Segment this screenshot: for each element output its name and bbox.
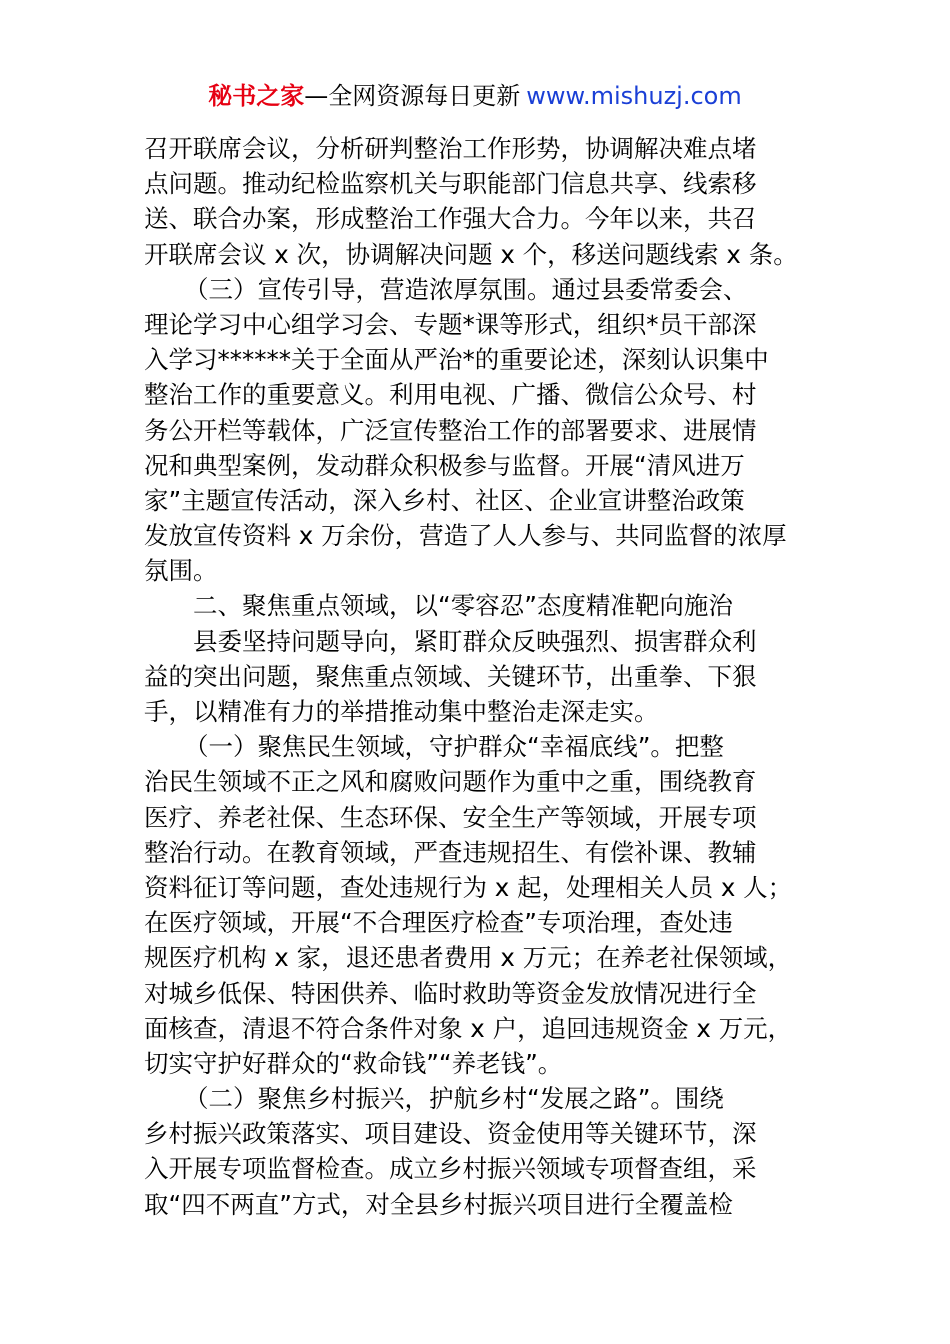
text-line: 资料征订等问题，查处违规行为 x 起，处理相关人员 x 人； bbox=[144, 872, 793, 902]
text-line: 整治工作的重要意义。利用电视、广播、微信公众号、村 bbox=[144, 380, 757, 410]
text-line: 发放宣传资料 x 万余份，营造了人人参与、共同监督的浓厚 bbox=[144, 521, 787, 551]
text-line: 理论学习中心组学习会、专题*课等形式，组织*员干部深 bbox=[144, 309, 757, 339]
site-header bbox=[0, 78, 950, 114]
paragraph-start-line: （二）聚焦乡村振兴，护航乡村“发展之路”。围绕 bbox=[184, 1084, 724, 1114]
text-line: 医疗、养老社保、生态环保、安全生产等领域，开展专项 bbox=[144, 802, 757, 832]
text-line: 送、联合办案，形成整治工作强大合力。今年以来，共召 bbox=[144, 204, 757, 234]
site-url-link[interactable]: www.mishuzj.com bbox=[526, 82, 742, 110]
text-line: 召开联席会议，分析研判整治工作形势，协调解决难点堵 bbox=[144, 134, 757, 163]
text-line: 开联席会议 x 次，协调解决问题 x 个，移送问题线索 x 条。 bbox=[144, 239, 798, 269]
text-line: 家”主题宣传活动，深入乡村、社区、企业宣讲整治政策 bbox=[144, 485, 745, 515]
text-line: 整治行动。在教育领域，严查违规招生、有偿补课、教辅 bbox=[144, 837, 757, 867]
brand-name: 秘书之家 bbox=[208, 82, 305, 110]
document-body bbox=[144, 131, 810, 1222]
paragraph-start-line: （一）聚焦民生领域，守护群众“幸福底线”。把整 bbox=[184, 732, 724, 762]
header-tagline: —全网资源每日更新 bbox=[304, 82, 521, 110]
paragraph-start-line: （三）宣传引导，营造浓厚氛围。通过县委常委会、 bbox=[184, 274, 748, 304]
text-line: 手，以精准有力的举措推动集中整治走深走实。 bbox=[144, 697, 659, 726]
text-line: 对城乡低保、特困供养、临时救助等资金发放情况进行全 bbox=[144, 978, 757, 1008]
text-line: 治民生领域不正之风和腐败问题作为重中之重，围绕教育 bbox=[144, 767, 757, 797]
text-line: 入开展专项监督检查。成立乡村振兴领域专项督查组，采 bbox=[144, 1154, 757, 1184]
text-line: 切实守护好群众的“救命钱”“养老钱”。 bbox=[144, 1048, 563, 1078]
paragraph-start-line: 县委坚持问题导向，紧盯群众反映强烈、损害群众利 bbox=[193, 626, 757, 656]
text-line: 规医疗机构 x 家，退还患者费用 x 万元；在养老社保领域， bbox=[144, 943, 793, 973]
text-line: 务公开栏等载体，广泛宣传整治工作的部署要求、进展情 bbox=[144, 415, 757, 445]
text-line: 况和典型案例，发动群众积极参与监督。开展“清风进万 bbox=[144, 450, 745, 480]
text-line: 在医疗领域，开展“不合理医疗检查”专项治理，查处违 bbox=[144, 908, 733, 938]
section-heading: 二、聚焦重点领域，以“零容忍”态度精准靶向施治 bbox=[193, 591, 733, 621]
text-line: 益的突出问题，聚焦重点领域、关键环节，出重拳、下狠 bbox=[144, 661, 757, 691]
text-line: 氛围。 bbox=[144, 556, 218, 586]
text-line: 取“四不两直”方式，对全县乡村振兴项目进行全覆盖检 bbox=[144, 1189, 733, 1219]
text-line: 乡村振兴政策落实、项目建设、资金使用等关键环节，深 bbox=[144, 1119, 757, 1149]
text-line: 点问题。推动纪检监察机关与职能部门信息共享、线索移 bbox=[144, 169, 757, 199]
text-line: 面核查，清退不符合条件对象 x 户，追回违规资金 x 万元， bbox=[144, 1013, 793, 1043]
text-line: 入学习******关于全面从严治*的重要论述，深刻认识集中 bbox=[144, 345, 769, 375]
